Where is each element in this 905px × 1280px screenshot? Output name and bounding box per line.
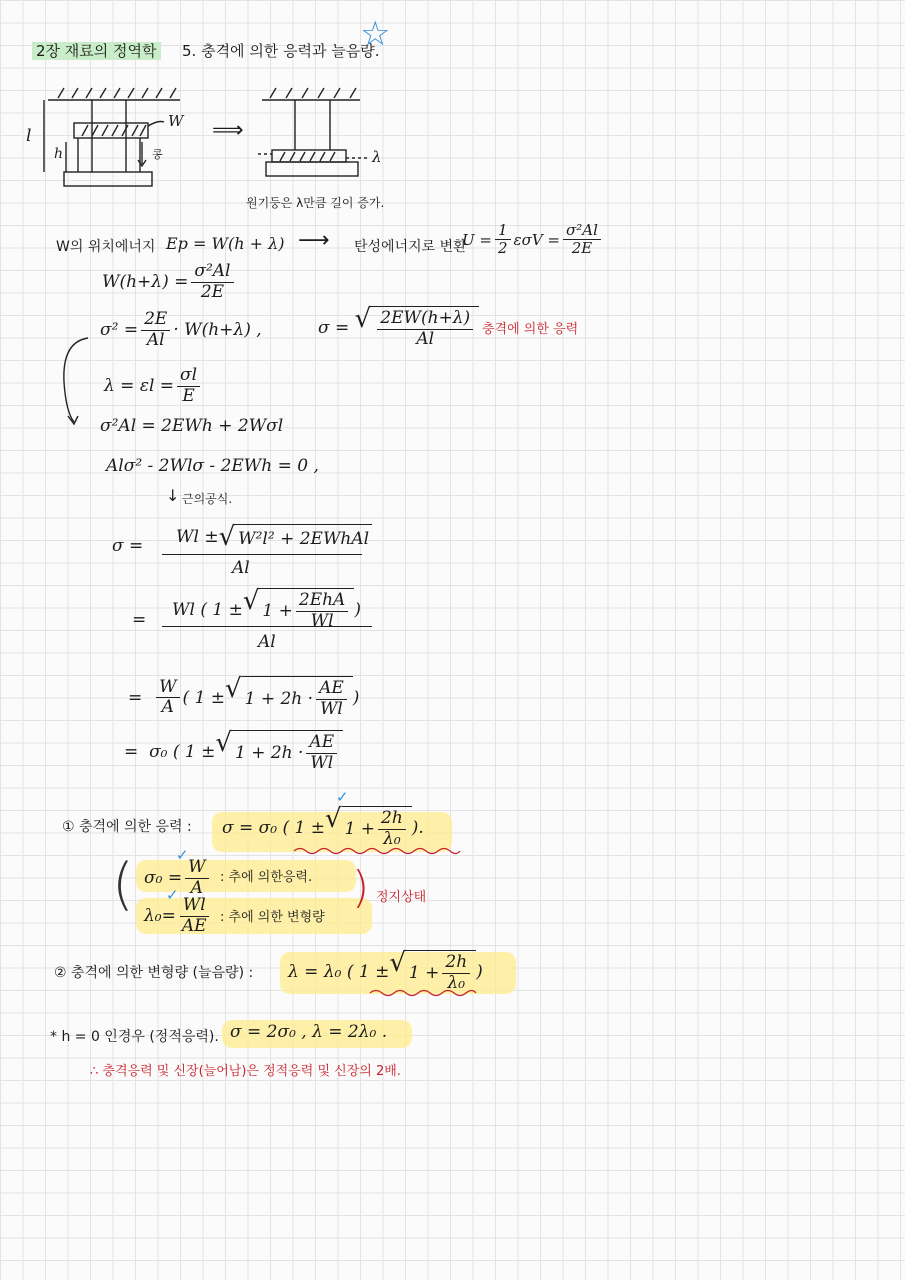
lambda0-def: λ₀= $\frac{Wl}{AE}$ (144, 896, 213, 936)
star-icon: ☆ (360, 14, 391, 54)
eq8-denominator: Al (258, 632, 276, 652)
eq7-fraction-bar (162, 554, 362, 555)
eq7-numerator: Wl ± √ W²l² + 2EWhAl (176, 524, 372, 550)
diagram-caption: 원기둥은 λ만큼 길이 증가. (246, 196, 385, 210)
diagram-arrow: ⟹ (212, 118, 244, 143)
conclusion: ∴ 충격응력 및 신장(늘어남)은 정적응력 및 신장의 2배. (90, 1064, 401, 1079)
item1-impact-stress: σ = σ₀ ( 1 ± √ 1 + $\frac{2h}{\text{λ₀}}$ ). (222, 804, 424, 849)
eq9: = $\frac{W}{A}$ ( 1 ± √ 1 + 2h · $\frac{AE}{Wl}$ ) (128, 674, 360, 719)
convert-arrow: ⟶ (298, 228, 330, 253)
potential-energy-expr: Ep = W(h + λ) (166, 234, 285, 253)
sigma0-def: σ₀ = $\frac{W}{A}$ (144, 858, 212, 898)
red-underline-squiggle-2 (368, 988, 478, 998)
label-elongation: λ (372, 148, 382, 166)
quadratic-formula-note: 근의공식. (182, 492, 233, 506)
section-title: 5. 충격에 의한 응력과 늘음량. (182, 42, 380, 60)
right-paren: ) (352, 862, 370, 913)
lambda0-desc: : 추에 의한 변형량 (220, 910, 325, 925)
eq8-fraction-bar (162, 626, 372, 627)
label-weight: W (168, 112, 184, 130)
item1-label: ① 충격에 의한 응력 : (62, 819, 192, 835)
eq7-denominator: Al (232, 558, 250, 578)
eq-elongation: λ = εl = $\frac{\sigma l}{E}$ (104, 366, 203, 406)
static-state-note: 정지상태 (376, 890, 427, 905)
eq-energy-expanded: σ²Al = 2EWh + 2Wσl (100, 416, 284, 436)
eq10: = σ₀ ( 1 ± √ 1 + 2h · $\frac{AE}{Wl}$ (124, 730, 343, 773)
down-arrow: ↓ (166, 486, 180, 505)
eq8-equals: = (132, 610, 147, 630)
item2-impact-elongation: λ = λ₀ ( 1 ± √ 1 + $\frac{2h}{\text{λ₀}}$ ) (288, 948, 483, 993)
strain-energy-expr: U = $\frac{1}{2}$ εσV = $\frac{\text{σ²Al}}{2E}$ (462, 222, 604, 258)
item2-label: ② 충격에 의한 변형량 (늘음량) : (54, 965, 254, 981)
h0-result: σ = 2σ₀ , λ = 2λ₀ . (230, 1022, 388, 1042)
chapter-title: 2장 재료의 정역학 (32, 40, 161, 61)
eq8-numerator: Wl ( 1 ± √ 1 + $\frac{\text{2EhA}}{Wl}$ ) (172, 586, 361, 631)
elastic-energy-label: 탄성에너지로 변환 (354, 239, 467, 255)
label-length: l (26, 126, 32, 146)
eq-sigma-squared: σ² = $\frac{2E}{Al}$ · W(h+λ) , (100, 309, 262, 350)
ceiling-hatch-left (58, 88, 176, 98)
check-icon: ✓ (336, 788, 349, 806)
red-underline-squiggle (292, 846, 462, 856)
left-paren: ( (112, 852, 134, 917)
label-height: h (54, 146, 64, 162)
check-icon-sigma0: ✓ (176, 846, 189, 864)
h0-condition: * h = 0 인경우 (정적응력). (50, 1029, 219, 1045)
eq-work-energy: W(h+λ) = $\frac{\text{σ²Al}}{2E}$ (102, 262, 237, 302)
potential-energy-label: W의 위치에너지 (56, 239, 156, 255)
eq7-lhs: σ = (112, 536, 144, 556)
impact-stress-note: 충격에 의한 응력 (482, 322, 579, 337)
eq-quadratic: Alσ² - 2Wlσ - 2EWh = 0 , (106, 456, 319, 476)
check-icon-lambda0: ✓ (166, 886, 179, 904)
eq-sigma-root: σ = √ $\frac{2EW(h+\lambda)}{Al}$ (318, 306, 479, 349)
sigma0-desc: : 추에 의한응력. (220, 870, 313, 885)
label-drop: 콩 (152, 148, 163, 161)
substitution-bracket (56, 332, 96, 432)
